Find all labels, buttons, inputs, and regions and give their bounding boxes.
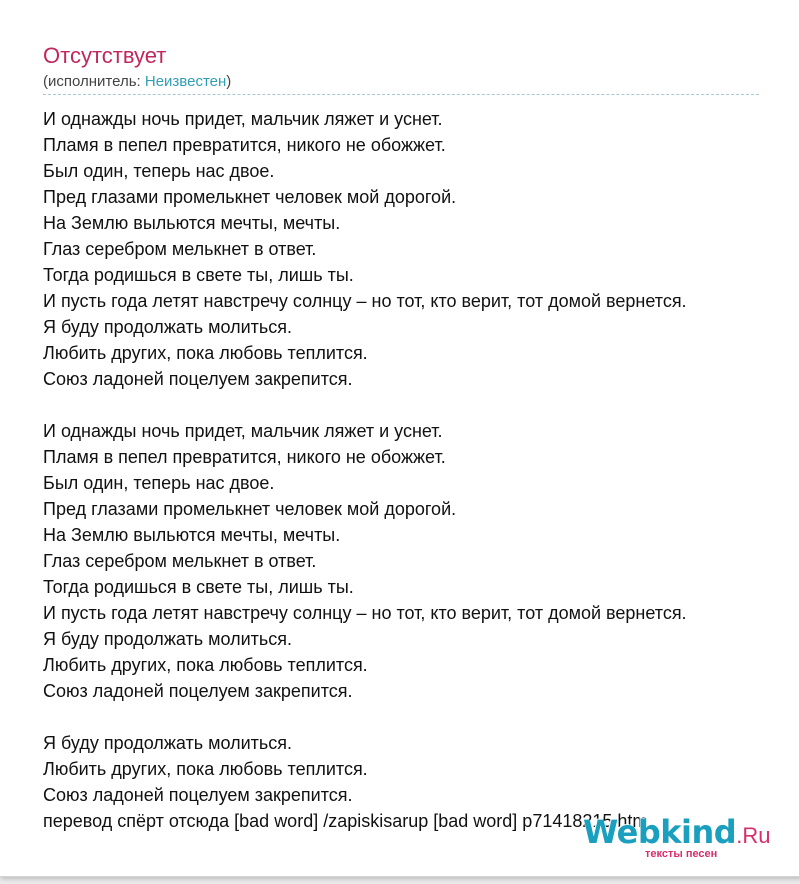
lyric-line: Пред глазами промелькнет человек мой дорогой. bbox=[43, 187, 457, 207]
artist-suffix: ) bbox=[226, 73, 232, 90]
lyric-line: И однажды ночь придет, мальчик ляжет и уснет. bbox=[43, 421, 443, 441]
lyric-line: Я буду продолжать молиться. bbox=[43, 629, 293, 649]
lyric-line: Союз ладоней поцелуем закрепится. bbox=[43, 681, 353, 701]
stanza-2 bbox=[43, 418, 800, 704]
lyric-line: И однажды ночь придет, мальчик ляжет и уснет. bbox=[43, 109, 443, 129]
lyric-line: На Землю выльются мечты, мечты. bbox=[43, 525, 341, 545]
artist-link[interactable]: Неизвестен bbox=[144, 73, 227, 90]
lyric-line: Я буду продолжать молиться. bbox=[43, 733, 293, 753]
artist-prefix: (исполнитель: bbox=[43, 73, 145, 90]
artist-line bbox=[43, 73, 231, 91]
lyric-line: Был один, теперь нас двое. bbox=[43, 473, 275, 493]
webkind-logo[interactable] bbox=[583, 812, 783, 862]
logo-tld: .Ru bbox=[736, 823, 771, 848]
song-title: Отсутствует bbox=[43, 43, 167, 68]
lyric-line: Пламя в пепел превратится, никого не обожжет. bbox=[43, 135, 446, 155]
lyric-line: Был один, теперь нас двое. bbox=[43, 161, 275, 181]
lyric-line: Тогда родишься в свете ты, лишь ты. bbox=[43, 265, 354, 285]
logo-tagline: тексты песен bbox=[645, 848, 718, 860]
lyric-line: Пред глазами промелькнет человек мой дорогой. bbox=[43, 499, 457, 519]
lyric-line: Любить других, пока любовь теплится. bbox=[43, 759, 368, 779]
lyric-line: Любить других, пока любовь теплится. bbox=[43, 343, 368, 363]
lyric-line: Я буду продолжать молиться. bbox=[43, 317, 293, 337]
lyric-line: Союз ладоней поцелуем закрепится. bbox=[43, 369, 353, 389]
lyric-line: Союз ладоней поцелуем закрепится. bbox=[43, 785, 353, 805]
lyric-line: Любить других, пока любовь теплится. bbox=[43, 655, 368, 675]
stanza-1 bbox=[43, 106, 800, 392]
lyric-line: И пусть года летят навстречу солнцу – но тот, кто верит, тот домой вернется. bbox=[43, 291, 687, 311]
source-note: перевод спёрт отсюда [bad word] /zapiskisarup [bad word] p71418215.htm bbox=[43, 811, 648, 831]
lyric-line: Глаз серебром мелькнет в ответ. bbox=[43, 551, 317, 571]
lyric-line: Тогда родишься в свете ты, лишь ты. bbox=[43, 577, 354, 597]
lyric-line: Пламя в пепел превратится, никого не обожжет. bbox=[43, 447, 446, 467]
lyric-line: И пусть года летят навстречу солнцу – но тот, кто верит, тот домой вернется. bbox=[43, 603, 687, 623]
lyric-line: На Землю выльются мечты, мечты. bbox=[43, 213, 341, 233]
title-divider bbox=[43, 94, 759, 95]
lyrics-body bbox=[43, 106, 800, 834]
logo-name: Webkind bbox=[583, 813, 737, 851]
lyric-line: Глаз серебром мелькнет в ответ. bbox=[43, 239, 317, 259]
